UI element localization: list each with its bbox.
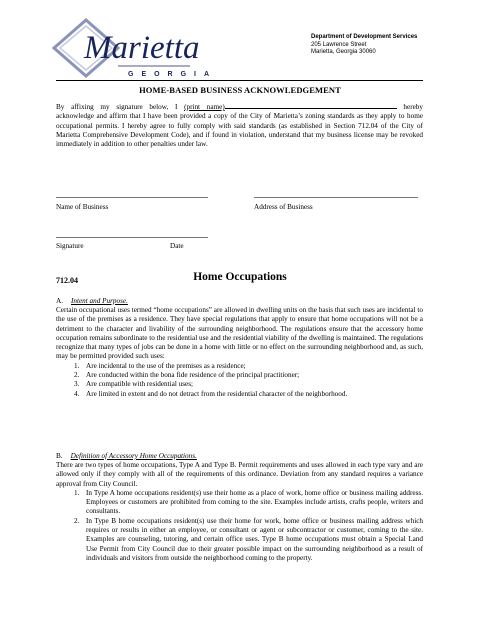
part-b-title: Definition of Accessory Home Occupations. bbox=[70, 452, 197, 460]
section-title: Home Occupations bbox=[193, 271, 287, 283]
department-street: 205 Lawrence Street bbox=[311, 41, 367, 48]
list-item: 1. Are incidental to the use of the premises as a residence; bbox=[74, 361, 246, 370]
date-label: Date bbox=[170, 242, 184, 250]
signature-line[interactable] bbox=[56, 237, 208, 238]
address-of-business-line[interactable] bbox=[254, 197, 418, 198]
signature-label: Signature bbox=[56, 242, 84, 250]
part-b-list bbox=[56, 489, 423, 563]
print-name-field[interactable] bbox=[225, 102, 397, 109]
logo-name: Marietta bbox=[84, 30, 200, 66]
list-item: 2. In Type B home occupations resident(s) use their home for work, home office or business mailing address which requires or results in either an employee, or consultant or agent or subcontractor or customer, coming to the site. Examples are counseling, tutoring, and certain office uses. Type B home occupations must obtain a Special Land Use Permit from City Council due to their greater possible impact on the surrounding neighborhood as a result of individuals and visitors from outside the neighborhood coming to the property. bbox=[74, 516, 423, 562]
part-b-letter: B. bbox=[56, 452, 63, 460]
list-item: 3. Are compatible with residential uses; bbox=[74, 380, 193, 389]
department-city: Marietta, Georgia 30060 bbox=[311, 49, 376, 55]
print-name-label: (print name) bbox=[184, 103, 225, 111]
list-item: 4. Are limited in extent and do not detract from the residential character of the neighborhood. bbox=[74, 389, 348, 398]
ack-lead: By affixing my signature below, I bbox=[56, 103, 185, 111]
part-a-body bbox=[56, 306, 423, 399]
part-a-letter: A. bbox=[56, 297, 63, 305]
name-of-business-label: Name of Business bbox=[56, 203, 109, 211]
part-b-heading bbox=[56, 452, 197, 460]
part-a-list bbox=[56, 362, 423, 399]
part-a-heading bbox=[56, 297, 128, 305]
form-title: HOME-BASED BUSINESS ACKNOWLEDGEMENT bbox=[139, 85, 341, 95]
ack-hereby: hereby bbox=[396, 103, 423, 111]
name-of-business-line[interactable] bbox=[56, 197, 208, 198]
address-of-business-label: Address of Business bbox=[254, 203, 313, 211]
part-b-body bbox=[56, 461, 423, 563]
part-b-text: There are two types of home occupations, Type A and Type B. Permit requirements and uses allowed in each type vary and are allowed only if they comply with all of the requirements of this ordinance. Deviation from any standard requires a variance approval from City Council. bbox=[56, 461, 423, 488]
part-a-text: Certain occupational uses termed “home occupations” are allowed in dwelling units on the basis that such uses are incidental to the use of the premises as a residence. They have special regulations that apply to ensure that home occupations will not be a detriment to the character and livability of the surrounding neighborhood. The regulations ensure that the accessory home occupation remains subordinate to the residential use and the residential viability of the dwelling is maintained. The regulations recognize that many types of jobs can be done in a home with little or no effect on the surrounding neighborhood and, as such, may be permitted provided such uses: bbox=[56, 306, 423, 361]
ack-rest: acknowledge and affirm that I have been provided a copy of the City of Marietta’s zoning standards as they apply to home occupational permits. I hereby agree to fully comply with said standards (as established in Section 712.04 of the City of Marietta Comprehensive Development Code), and if found in violation, understand that my business license may be revoked immediately in addition to other penalties under law. bbox=[56, 112, 423, 149]
list-item: 1. In Type A home occupations resident(s) use their home as a place of work, home office or business mailing address. Employees or customers are prohibited from coming to the site. Examples include artists, crafts people, writers and consultants. bbox=[74, 488, 423, 516]
department-name: Department of Development Services bbox=[311, 34, 418, 40]
marietta-logo bbox=[52, 18, 218, 80]
logo-state: GEORGIA bbox=[128, 71, 218, 78]
section-number: 712.04 bbox=[56, 276, 78, 285]
part-a-title: Intent and Purpose. bbox=[71, 297, 128, 305]
department-address bbox=[311, 34, 417, 57]
acknowledgement-paragraph bbox=[56, 102, 423, 149]
list-item: 2. Are conducted within the bona fide residence of the principal practitioner; bbox=[74, 371, 300, 380]
header-divider bbox=[56, 80, 423, 81]
